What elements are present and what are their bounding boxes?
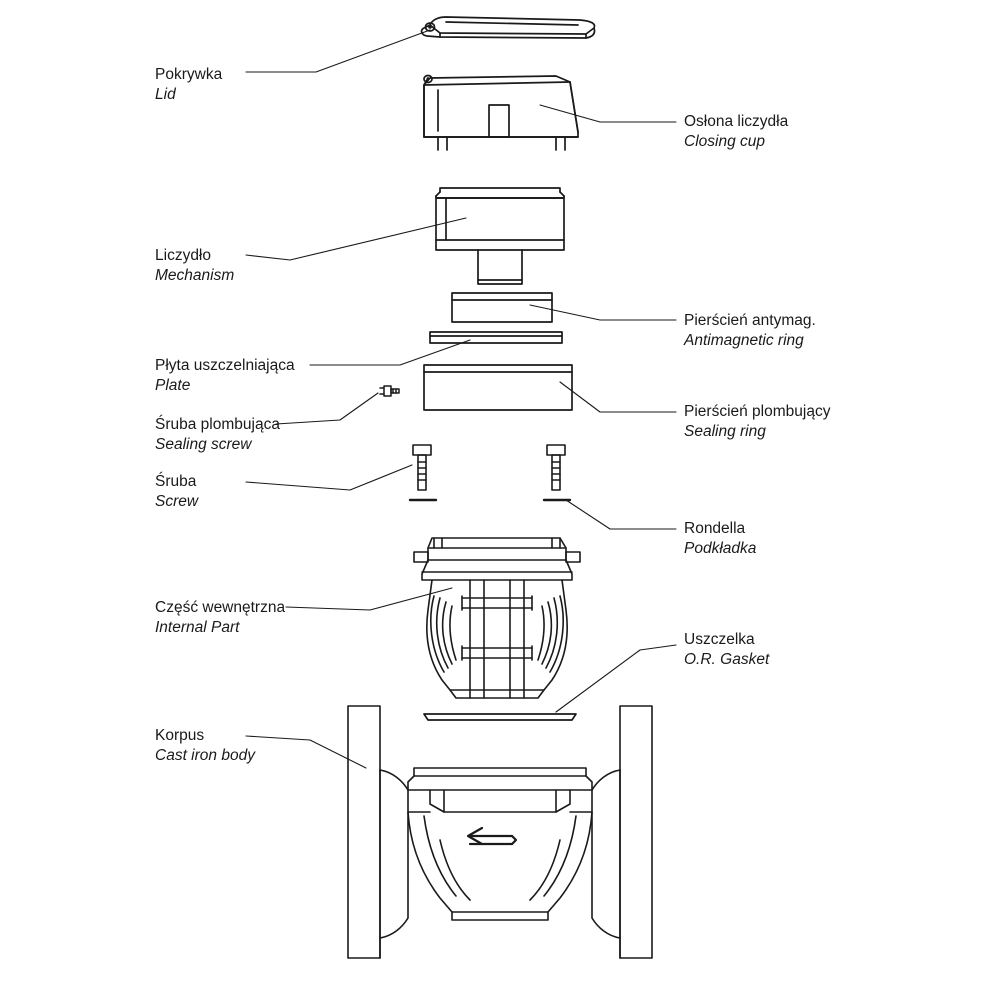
label-or-gasket-pl: Uszczelka [684, 631, 755, 648]
label-internal-part-pl: Część wewnętrzna [155, 599, 286, 616]
label-mechanism-en: Mechanism [155, 267, 235, 285]
label-screw-en: Screw [155, 493, 199, 511]
label-lid-en: Lid [155, 86, 176, 104]
label-sealing-ring-en: Sealing ring [684, 423, 766, 441]
label-plate-pl: Płyta uszczelniająca [155, 357, 295, 374]
label-closing-cup [684, 112, 788, 153]
label-lid-pl: Pokrywka [155, 66, 223, 83]
label-or-gasket-en: O.R. Gasket [684, 651, 770, 669]
label-cast-iron-body-en: Cast iron body [155, 747, 255, 765]
label-plate-en: Plate [155, 377, 191, 395]
label-lid [155, 65, 222, 106]
label-antimagnetic-ring-en: Antimagnetic ring [684, 332, 804, 350]
label-washer-en: Podkładka [684, 540, 757, 558]
label-cast-iron-body [155, 726, 255, 767]
label-plate [155, 356, 295, 397]
label-sealing-screw-pl: Śruba plombująca [155, 416, 280, 433]
label-sealing-ring-pl: Pierścień plombujący [684, 403, 831, 420]
label-or-gasket [684, 630, 769, 671]
label-internal-part-en: Internal Part [155, 619, 240, 637]
label-screw-pl: Śruba [155, 473, 197, 490]
label-mechanism-pl: Liczydło [155, 247, 211, 264]
label-washer [684, 519, 756, 560]
label-sealing-screw-en: Sealing screw [155, 436, 252, 454]
label-closing-cup-en: Closing cup [684, 133, 765, 151]
label-internal-part [155, 598, 285, 639]
label-cast-iron-body-pl: Korpus [155, 727, 205, 744]
label-screw [155, 472, 198, 513]
label-antimagnetic-ring-pl: Pierścień antymag. [684, 312, 816, 329]
label-sealing-ring [684, 402, 830, 443]
label-mechanism [155, 246, 234, 287]
label-antimagnetic-ring [684, 311, 816, 352]
label-sealing-screw [155, 415, 280, 456]
label-closing-cup-pl: Osłona liczydła [684, 113, 789, 130]
label-washer-pl: Rondella [684, 520, 746, 537]
